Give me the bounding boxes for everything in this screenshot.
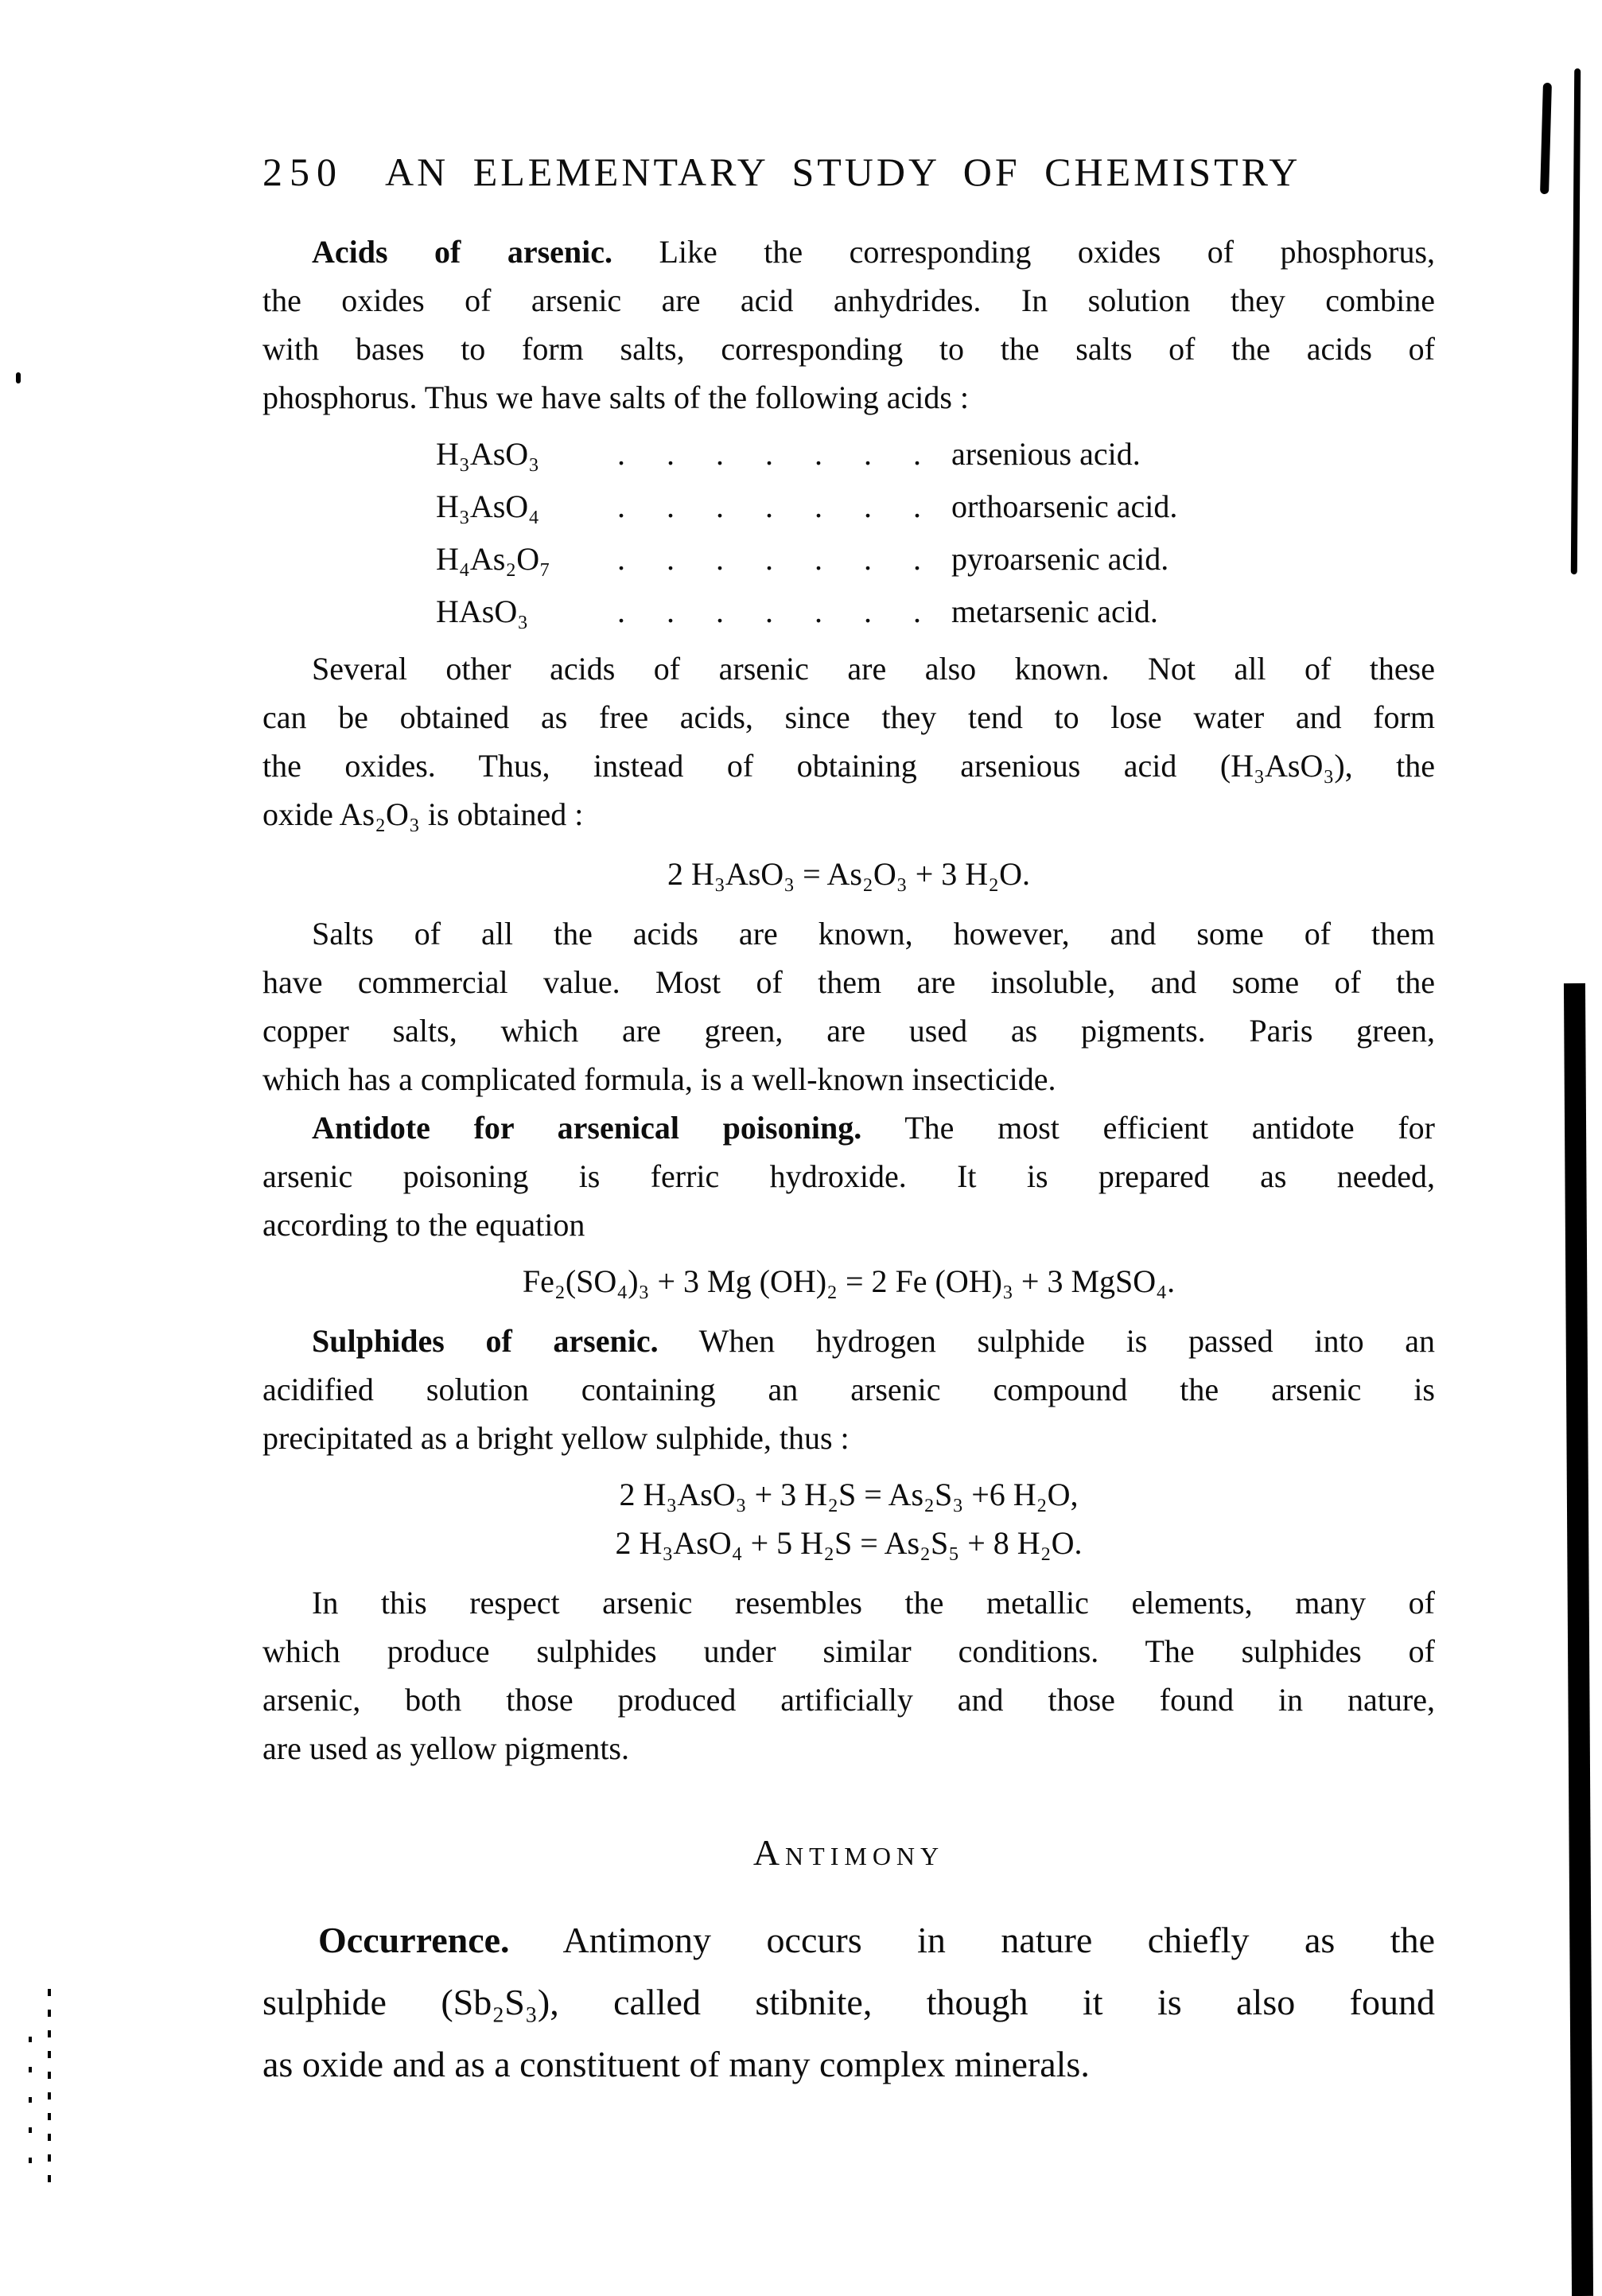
text-line	[262, 1317, 1435, 1365]
paragraph-several-acids	[262, 644, 1435, 839]
scan-speckles	[29, 2037, 32, 2184]
text-line	[262, 1103, 1435, 1152]
line-text: When hydrogen sulphide is passed into an	[658, 1323, 1435, 1359]
acid-name: orthoarsenic acid.	[951, 488, 1178, 524]
chemical-equation: 2 H₃AsO₄ + 5 H₂S = As₂S₅ + 8 H₂O.	[615, 1525, 1083, 1561]
chemical-formula: HAsO₃	[436, 593, 529, 629]
ink-mark	[1571, 68, 1581, 574]
text-line: sulphide (Sb₂S₃), called stibnite, though it is also found	[262, 1982, 1435, 2022]
text-line: which produce sulphides under similar conditions. The sulphides of	[262, 1633, 1435, 1669]
acid-name: metarsenic acid.	[951, 593, 1158, 629]
text-line: oxide As₂O₃ is obtained :	[262, 796, 584, 832]
equation-group	[262, 1470, 1435, 1567]
paragraph-sulphides	[262, 1317, 1435, 1462]
text-line: the oxides of arsenic are acid anhydrides. In solution they combine	[262, 282, 1435, 318]
text-line: arsenic, both those produced artificially and those found in nature,	[262, 1682, 1435, 1718]
ink-mark	[1540, 83, 1552, 194]
line-text: Antimony occurs in nature chiefly as the	[509, 1920, 1435, 1960]
dot-leader: . . . . . . .	[617, 488, 921, 524]
running-title: AN ELEMENTARY STUDY OF CHEMISTRY	[385, 150, 1301, 194]
list-item	[436, 586, 1435, 638]
text-line: according to the equation	[262, 1207, 585, 1243]
page-number: 250	[262, 150, 344, 194]
section-heading-antimony: Antimony	[752, 1832, 945, 1873]
acid-name-list	[436, 428, 1435, 638]
list-item	[436, 428, 1435, 481]
line-text: The most efficient antidote for	[861, 1110, 1436, 1146]
text-line: Salts of all the acids are known, however, and some of them	[312, 916, 1435, 951]
line-text: Like the corresponding oxides of phosphorus,	[612, 234, 1436, 270]
paragraph-occurrence	[262, 1909, 1435, 2096]
page-header	[262, 148, 1435, 196]
acid-name: pyroarsenic acid.	[951, 541, 1169, 577]
chemical-equation: Fe₂(SO₄)₃ + 3 Mg (OH)₂ = 2 Fe (OH)₃ + 3 MgSO₄.	[522, 1263, 1176, 1299]
text-line: acidified solution containing an arsenic compound the arsenic is	[262, 1372, 1435, 1407]
text-line	[262, 1909, 1435, 1971]
text-line: have commercial value. Most of them are insoluble, and some of the	[262, 964, 1435, 1000]
text-line: arsenic poisoning is ferric hydroxide. It is prepared as needed,	[262, 1158, 1435, 1194]
text-line: which has a complicated formula, is a well-known insecticide.	[262, 1061, 1056, 1097]
dot-leader: . . . . . . .	[617, 541, 921, 577]
text-line	[262, 228, 1435, 276]
paragraph-respect	[262, 1578, 1435, 1773]
list-item	[436, 481, 1435, 533]
scan-speckles	[48, 1989, 51, 2192]
text-line: as oxide and as a constituent of many complex minerals.	[262, 2044, 1090, 2084]
text-line: Several other acids of arsenic are also known. Not all of these	[312, 651, 1435, 687]
scan-speckles	[16, 372, 21, 383]
page-content	[262, 148, 1435, 2096]
text-line: copper salts, which are green, are used as pigments. Paris green,	[262, 1013, 1435, 1049]
text-line: precipitated as a bright yellow sulphide, thus :	[262, 1420, 850, 1456]
bold-lead: Occurrence.	[318, 1920, 510, 1960]
paragraph-salts	[262, 909, 1435, 1103]
bold-lead: Acids of arsenic.	[312, 234, 613, 270]
text-line: are used as yellow pigments.	[262, 1730, 629, 1766]
text-line: the oxides. Thus, instead of obtaining arsenious acid (H₃AsO₃), the	[262, 748, 1435, 784]
chemical-formula: H₃AsO₃	[436, 436, 540, 472]
bold-lead: Sulphides of arsenic.	[312, 1323, 659, 1359]
list-item	[436, 533, 1435, 586]
text-line: phosphorus. Thus we have salts of the following acids :	[262, 379, 970, 415]
acid-name: arsenious acid.	[951, 436, 1141, 472]
paragraph-antidote	[262, 1103, 1435, 1249]
text-line: In this respect arsenic resembles the metallic elements, many of	[312, 1585, 1435, 1621]
chemical-formula: H₃AsO₄	[436, 488, 540, 524]
chemical-equation: 2 H₃AsO₃ = As₂O₃ + 3 H₂O.	[667, 856, 1030, 892]
dot-leader: . . . . . . .	[617, 436, 921, 472]
text-line: can be obtained as free acids, since they tend to lose water and form	[262, 699, 1435, 735]
text-line: with bases to form salts, corresponding to the salts of the acids of	[262, 331, 1435, 367]
scan-binding-shadow	[1564, 983, 1593, 2296]
chemical-formula: H₄As₂O₇	[436, 541, 551, 577]
paragraph-acids-of-arsenic	[262, 228, 1435, 422]
bold-lead: Antidote for arsenical poisoning.	[312, 1110, 862, 1146]
dot-leader: . . . . . . .	[617, 593, 921, 629]
chemical-equation: 2 H₃AsO₃ + 3 H₂S = As₂S₃ +6 H₂O,	[619, 1477, 1079, 1512]
